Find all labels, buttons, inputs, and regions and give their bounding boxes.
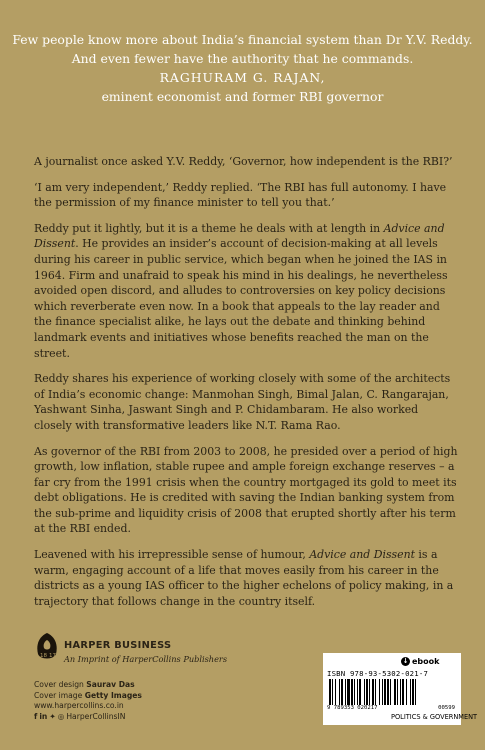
cover-credits <box>34 680 254 722</box>
social-handle: HarperCollinsIN <box>66 711 126 721</box>
download-icon: ↓ <box>402 657 409 665</box>
social-links <box>34 712 254 723</box>
blurb-paragraph-1: A journalist once asked Y.V. Reddy, ‘Governor, how independent is the RBI?’ <box>34 155 453 168</box>
barcode-icon <box>329 679 459 705</box>
blurb-paragraph-6: Leavened with his irrepressible sense of humour, Advice and Dissent is a warm, engaging account of a life that moves easily from his career in the districts as a young IAS officer to the higher echelons of policy making, in a trajectory that follows change in the country itself. <box>34 548 454 608</box>
linkedin-icon[interactable]: in <box>39 711 48 721</box>
book-category: POLITICS & GOVERNMENT <box>391 713 478 721</box>
publisher-imprint: An Imprint of HarperCollins Publishers <box>64 654 228 664</box>
harper-fire-water-logo-icon <box>34 632 60 662</box>
blurb-paragraph-5: As governor of the RBI from 2003 to 2008, he presided over a period of high growth, low inflation, stable rupee and ample foreign exchange reserves – a far cry from the 1991 crisis when the country mortgaged its gold to meet its debt obligations. He is credited with saving the Indian banking system from the sub-prime and liquidity crisis of 2008 that erupted shortly after his term at the RBI ended. <box>34 444 458 536</box>
book-title: Advice and Dissent <box>309 548 415 562</box>
barcode-digits: 9 789353 020217 00599 <box>327 705 455 711</box>
facebook-icon[interactable]: f <box>34 711 38 721</box>
endorsement-quote <box>0 30 485 106</box>
blurb-paragraph-3: Reddy put it lightly, but it is a theme he deals with at length in Advice and Dissent. He provides an insider’s account of decision-making at all levels during his career in public service, which began when he joined the IAS in 1964. Firm and unafraid to speak his mind in his dealings, he nevertheless avoided open discord, and alludes to controversies on key policy decisions which reverberate even now. In a book that appeals to the lay reader and the finance specialist alike, he lays out the debate and thinking behind landmark events and initiatives whose benefits reached the man on the street. <box>34 221 448 360</box>
quote-author-title: eminent economist and former RBI governor <box>101 89 384 104</box>
cover-design-credit: Cover design Saurav Das <box>34 680 135 689</box>
quote-line-2: And even fewer have the authority that he commands. <box>71 51 414 66</box>
cover-image-credit: Cover image Getty Images <box>34 690 142 700</box>
isbn-number: ISBN 978-93-5302-021-7 <box>327 669 429 678</box>
website-link[interactable]: www.harpercollins.co.in <box>34 701 124 710</box>
publisher-name: HARPER BUSINESS <box>64 640 172 651</box>
blurb-paragraph-4: Reddy shares his experience of working closely with some of the architects of India’s economic change: Manmohan Singh, Bimal Jalan, C. Rangarajan, Yashwant Sinha, Jaswant Singh and P. Chidambaram. He also worked closely with transformative leaders like N.T. Rama Rao. <box>34 372 451 432</box>
svg-text:18: 18 <box>40 653 47 659</box>
quote-line-1: Few people know more about India’s financial system than Dr Y.V. Reddy. <box>12 32 473 47</box>
book-blurb <box>34 154 459 619</box>
book-title: Advice and Dissent <box>34 221 445 251</box>
ebook-badge <box>401 657 439 666</box>
twitter-icon[interactable]: ✦ <box>49 711 56 721</box>
blurb-paragraph-2: ‘I am very independent,’ Reddy replied. ‘The RBI has full autonomy. I have the permission of my finance minister to tell you that.’ <box>34 180 447 210</box>
ebook-label: ebook <box>412 657 440 666</box>
instagram-icon[interactable]: ◎ <box>57 711 65 721</box>
quote-author: RAGHURAM G. RAJAN, <box>159 70 326 85</box>
svg-text:17: 17 <box>49 653 56 659</box>
